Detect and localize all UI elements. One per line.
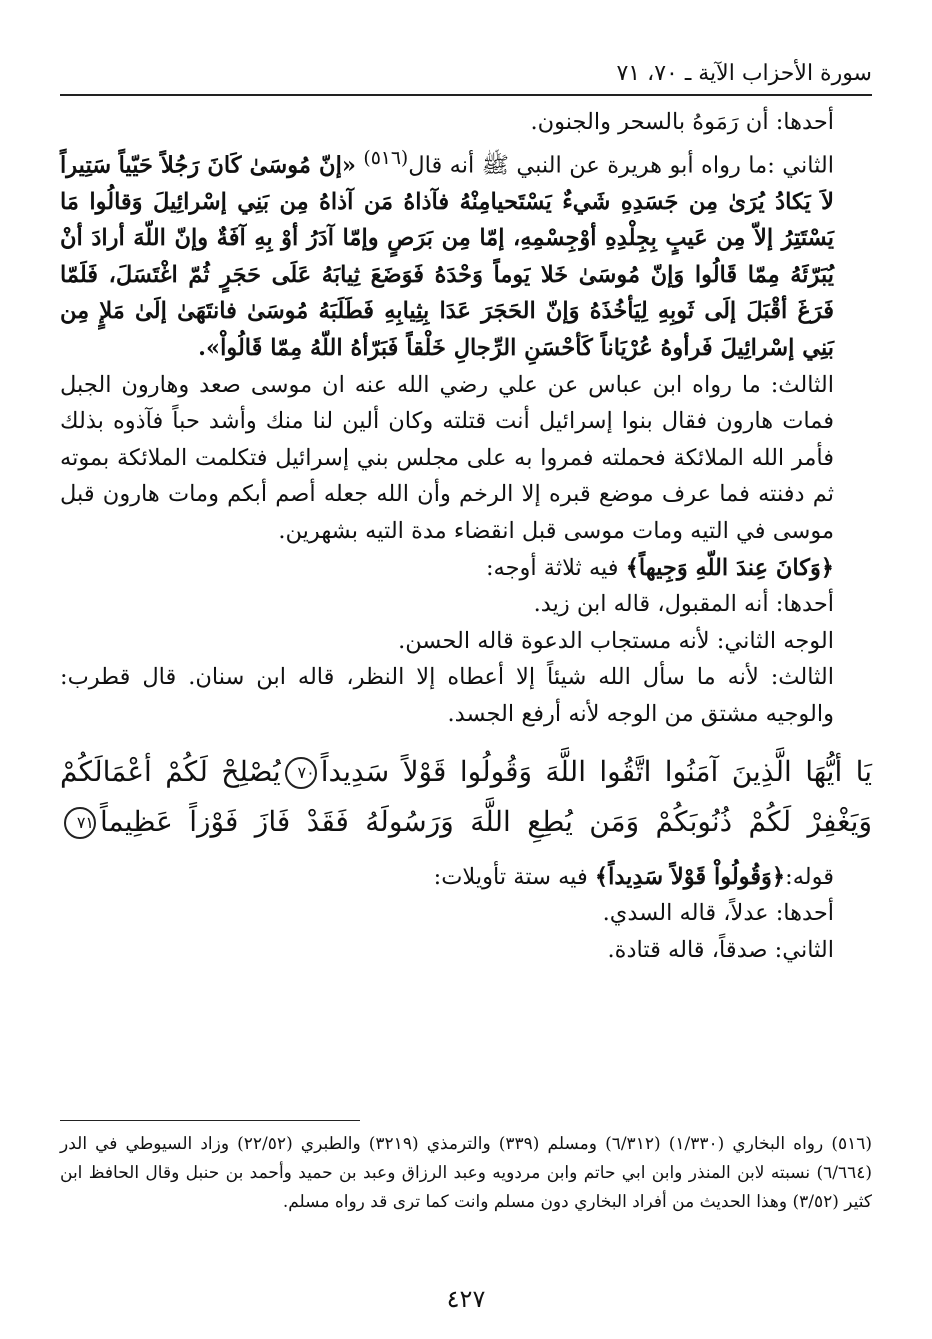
paragraph-first-view: أحدها: أن رَمَوهُ بالسحر والجنون. bbox=[530, 109, 834, 135]
paragraph-wajih-first: أحدها: أنه المقبول، قاله ابن زيد. bbox=[533, 591, 834, 618]
header-rule bbox=[60, 94, 872, 96]
quran-quote-sadid: ﴿وَقُولُواْ قَوْلاً سَدِيداً﴾ bbox=[594, 863, 786, 890]
hadith-text: سَتِيراً لاَ يَكادُ يُرَىٰ مِن جَسَدِهِ شَيءٌ يَسْتَحيامِنْهُ فآذاهُ مَن آذاهُ مِن بَنِي إسْرائِيلَ وَقالُوا مَا يَسْتَتِرُ إلاّ مِن عَيبٍ بِجِلْدِهِ أوْجِسْمِهِ، إمّا مِن بَرَصٍ وإمّا آدَرُ أوْ بِهِ آفَةٌ وإنّ اللّهَ أرادَ أنْ يُبَرّئَهُ مِمّا قَالُوا وَإنّ مُوسَىٰ خَلا يَوماً وَحْدَهُ فَوَضَعَ ثِيابَهُ عَلَى حَجَرٍ ثُمّ اغْتَسَلَ، فَلَمّا فَرَغَ أقْبَلَ إلَى ثَوبِهِ لِيَأخُذَهُ وَإنّ الحَجَرَ عَدَا بِثِيابِهِ فَطَلَبَهُ مُوسَىٰ فانتَهَىٰ إلَىٰ مَلإٍ مِن بَنِي إسْرائِيلَ فَرأوهُ عُرْيَاناً كَأحْسَنِ الرِّجالِ خَلْقاً فَبَرّأهُ اللّهُ مِمّا قَالُواْ». bbox=[60, 152, 834, 362]
footnotes bbox=[60, 1130, 872, 1217]
ayah-70-number: ٧٠ bbox=[285, 757, 317, 789]
paragraph-third-view: الثالث: ما رواه ابن عباس عن علي رضي الله عنه ان موسى صعد وهارون الجبل فمات هارون فقال بنوا إسرائيل أنت قتلته وكان ألين لنا منك وأشد حباً فآذوه بذلك فأمر الله الملائكة فحملته فمروا به على مجلس بني إسرائيل فتكلمت الملائكة بموته ثم دفنته فما عرف موضع قبره إلا الرخم وأن الله جعله أصم أبكم ومات هارون قبل موسى في التيه ومات موسى قبل انقضاء مدة التيه بشهرين. bbox=[60, 371, 834, 545]
paragraph-wajih-second: الوجه الثاني: لأنه مستجاب الدعوة قاله الحسن. bbox=[398, 627, 834, 654]
paragraph-wajih-heading bbox=[60, 550, 872, 587]
hadith-text-start: «إنّ مُوسَىٰ كَانَ رَجُلاً حَيّياً bbox=[118, 152, 356, 179]
hadith-intro: الثاني :ما رواه أبو هريرة عن النبي ﷺ أنه قال bbox=[408, 152, 835, 179]
footnote-rule bbox=[60, 1120, 360, 1121]
footnote-516: (٥١٦) رواه البخاري (١/٣٣٠) (٦/٣١٢) ومسلم (٣٣٩) والترمذي (٣٢١٩) والطبري (٢٢/٥٢) وزاد السيوطي في الدر (٦/٦٦٤) نسبته لابن المنذر وابن ابي حاتم وابن مردويه وعبد الرزاق وعبد بن حميد وأحمد بن حنبل وقال الحافظ ابن كثير (٣/٥٢) وهذا الحديث من أفراد البخاري دون مسلم وانت كما ترى قد رواه مسلم. bbox=[60, 1134, 872, 1212]
footnote-ref-516: (٥١٦) bbox=[363, 147, 409, 169]
quran-verses bbox=[60, 733, 872, 859]
paragraph-sadid-first: أحدها: عدلاً، قاله السدي. bbox=[602, 900, 834, 927]
paragraph-sadid-heading bbox=[60, 859, 872, 896]
running-head: سورة الأحزاب الآية ـ ٧٠، ٧١ bbox=[616, 61, 872, 86]
wajih-intro: فيه ثلاثة أوجه: bbox=[485, 554, 619, 581]
paragraph-hadith bbox=[60, 141, 872, 367]
page-number: ٤٢٧ bbox=[446, 1285, 486, 1313]
quran-quote-wajih: ﴿وَكانَ عِندَ اللّهِ وَجِيهاً﴾ bbox=[625, 554, 834, 581]
sadid-intro: فيه ستة تأويلات: bbox=[433, 863, 588, 890]
sadid-lead: قوله: bbox=[785, 863, 834, 890]
paragraph-sadid-second: الثاني: صدقاً، قاله قتادة. bbox=[607, 936, 834, 963]
ayah-71-text: يُصْلِحْ لَكُمْ أعْمَالَكُمْ وَيَغْفِرْ لَكُمْ ذُنُوبَكُمْ وَمَن يُطِعِ اللَّهَ وَرَسُولَهُ فَقَدْ فَازَ فَوْزاً عَظِيماً bbox=[60, 754, 872, 838]
paragraph-wajih-third: الثالث: لأنه ما سأل الله شيئاً إلا أعطاه إلا النظر، قاله ابن سنان. قال قطرب: والوجيه مشتق من الوجه لأنه أرفع الجسد. bbox=[60, 664, 834, 727]
main-text bbox=[60, 104, 872, 968]
ayah-70-text: يَا أيُّهَا الَّذِينَ آمَنُوا اتَّقُوا اللَّهَ وَقُولُوا قَوْلاً سَدِيداً bbox=[320, 754, 872, 788]
ayah-71-number: ٧١ bbox=[64, 807, 96, 839]
